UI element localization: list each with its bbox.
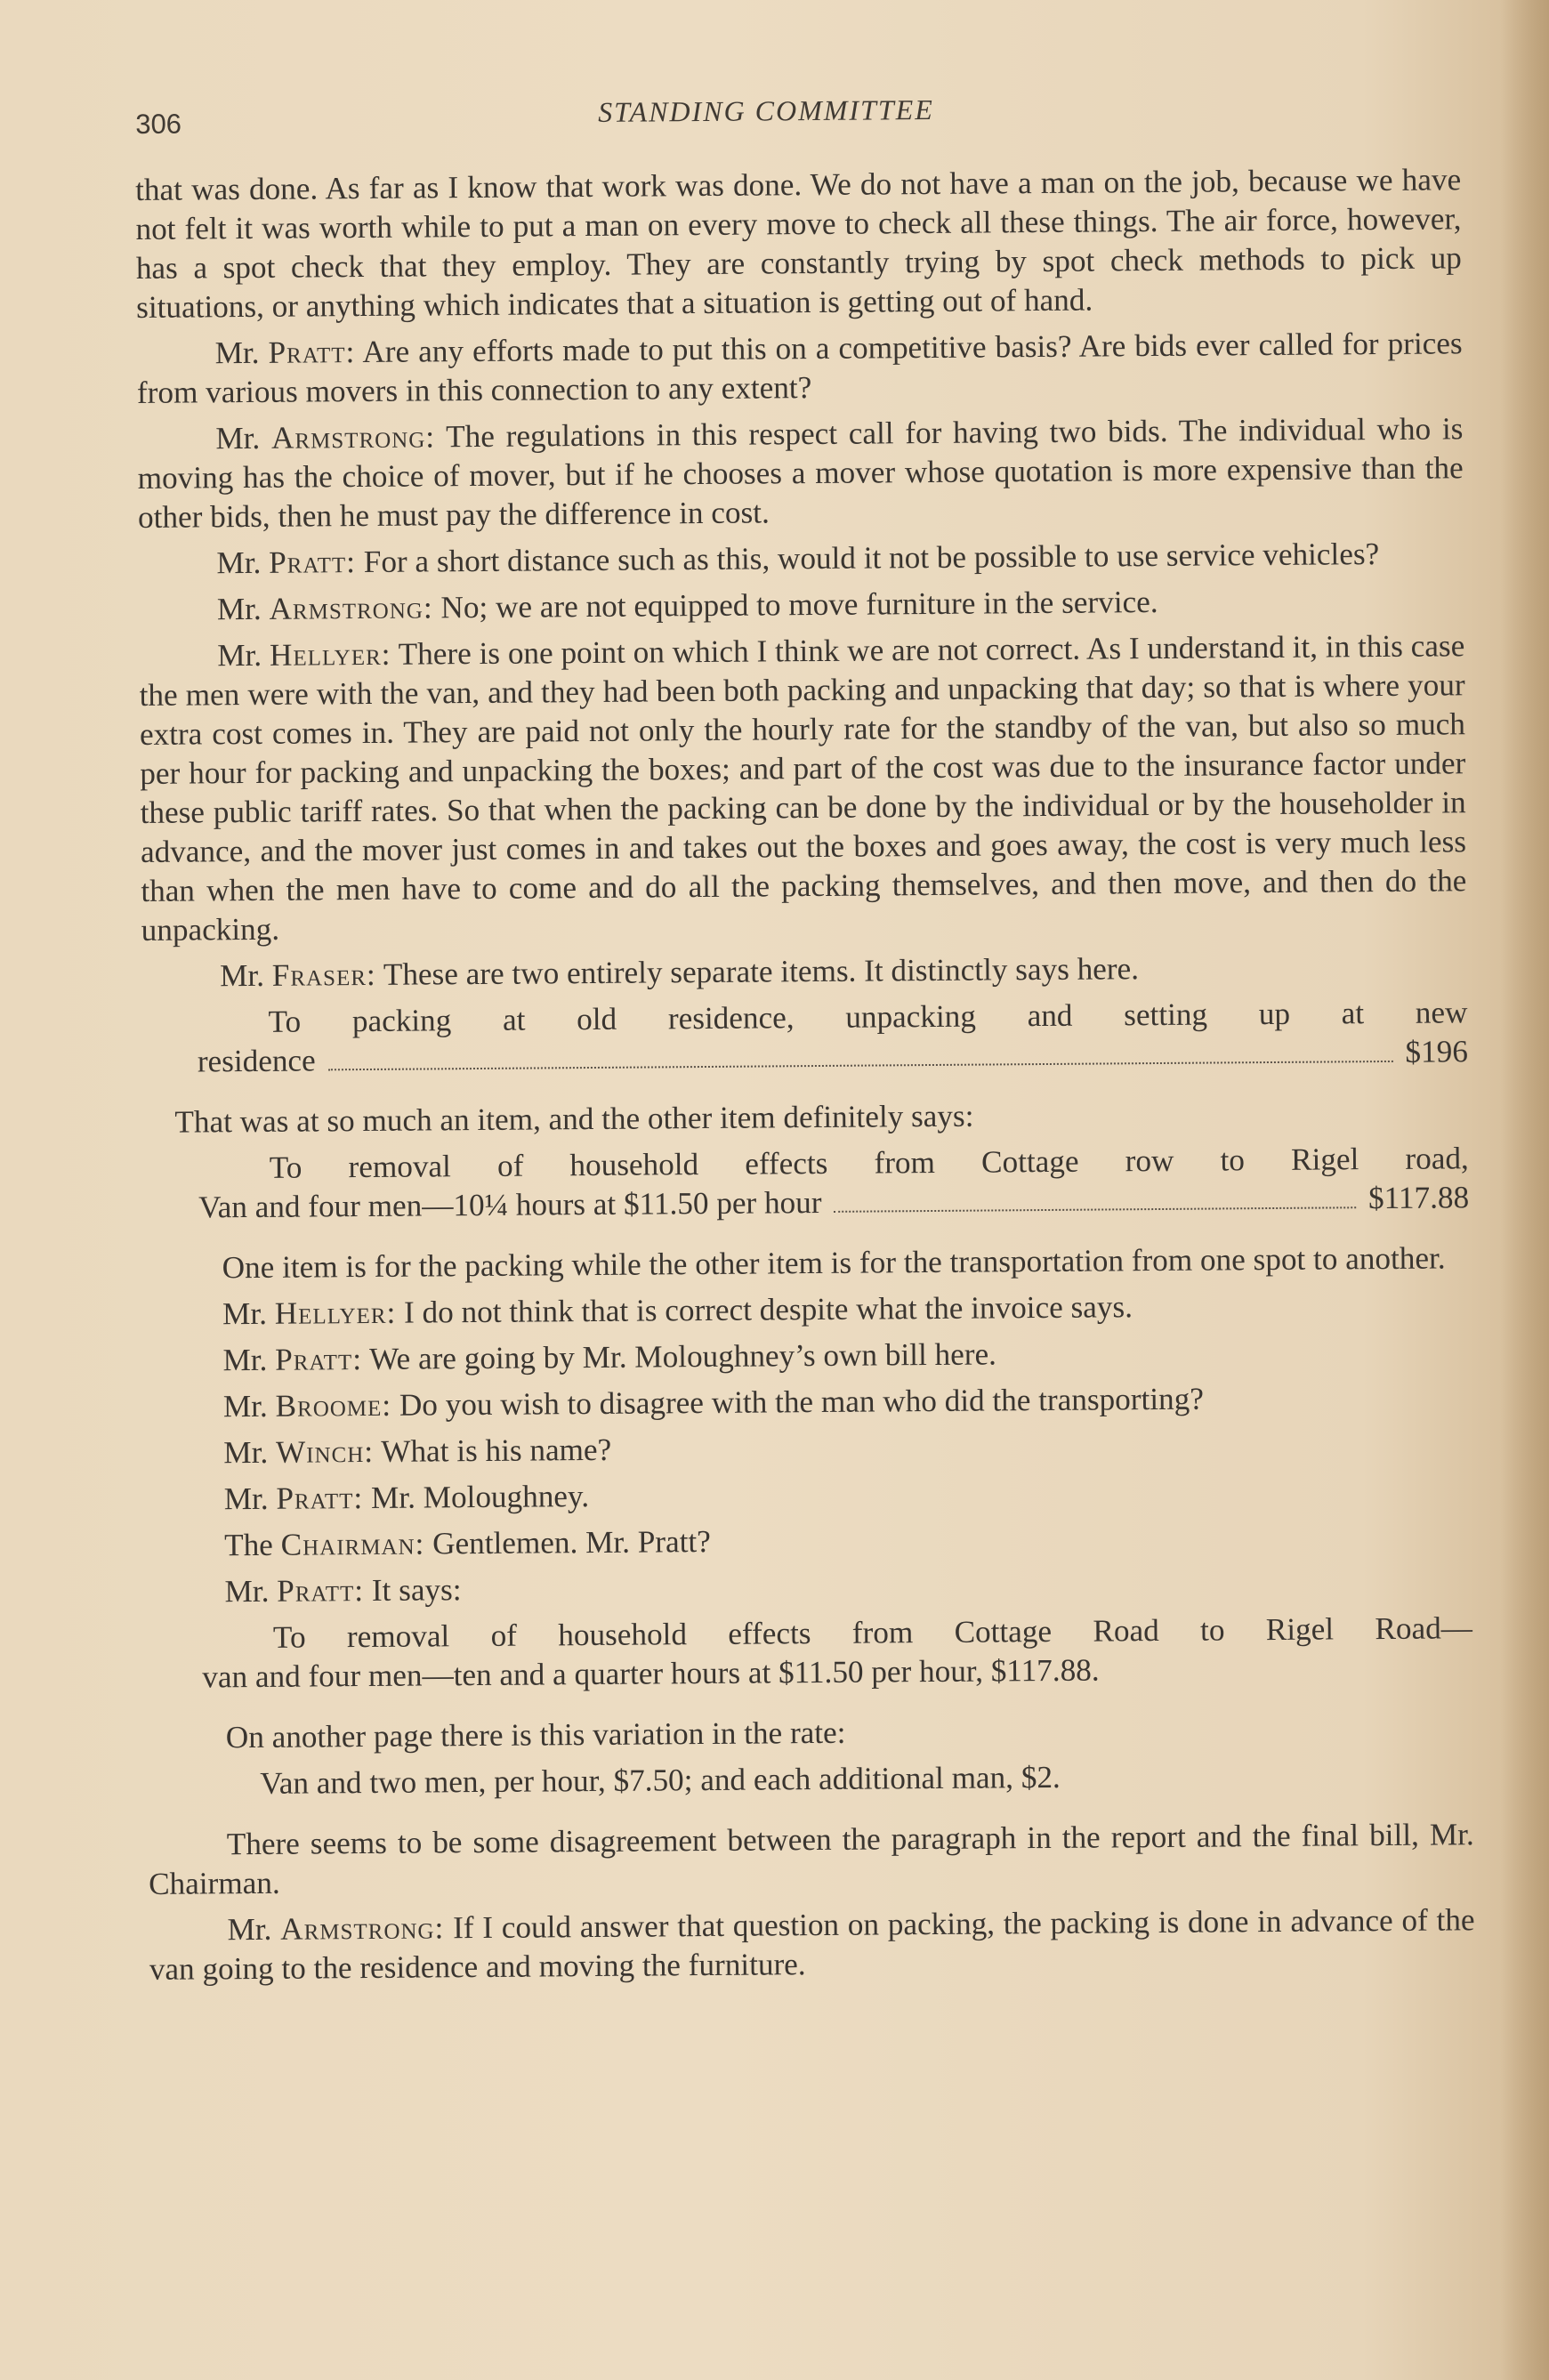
speaker-prefix: Mr. [222, 1388, 268, 1424]
invoice-quote-bill [147, 1609, 1473, 1698]
speaker-prefix: Mr. [227, 1911, 272, 1948]
speaker-prefix: Mr. [223, 1480, 269, 1517]
speaker-prefix: Mr. [219, 957, 265, 994]
speech-text: If I could answer that question on packing, the packing is done in advance of the van going to the residence and moving the furniture. [149, 1902, 1475, 1987]
paragraph: One item is for the packing while the other item is for the transportation from one spot to another. [222, 1240, 1446, 1286]
speaker-prefix: Mr. [216, 545, 262, 581]
speaker-name: Pratt: [276, 1480, 364, 1516]
paragraph: There seems to be some disagreement between the paragraph in the report and the final bill, Mr. Chairman. [148, 1817, 1474, 1901]
speaker-prefix: Mr. [217, 637, 262, 674]
speaker-prefix: Mr. [224, 1573, 270, 1610]
speech-paragraph [149, 1900, 1475, 1989]
speech-paragraph [145, 1377, 1471, 1427]
speech-text: Are any efforts made to put this on a competitive basis? Are bids ever called for prices from various movers in this connection to any extent? [136, 326, 1463, 410]
speech-text: There is one point on which I think we are not correct. As I understand it, in this case the men were with the van, and they had been both packing and unpacking that day; so that is where your extra cost comes in. They are paid not only the hourly rate for the standby of the van, but also so much per hour for packing and unpacking the boxes; and part of the cost was due to the insurance factor under these public tariff rates. So that when the packing can be done by the individual or by the householder in advance, and the mover just comes in and takes out the boxes and goes away, the cost is very much less than when the men have to come and do all the packing themselves, and then move, and then do the unpacking. [139, 628, 1467, 948]
speech-paragraph [139, 626, 1467, 950]
speaker-prefix: Mr. [223, 1434, 269, 1471]
speech-paragraph [138, 534, 1464, 584]
speech-paragraph [144, 1331, 1470, 1381]
page-body [135, 160, 1475, 1997]
speech-text: We are going by Mr. Moloughney’s own bill here. [369, 1336, 997, 1376]
rate-quote [148, 1755, 1473, 1804]
running-head: STANDING COMMITTEE [598, 93, 934, 128]
speech-text: No; we are not equipped to move furniture in the service. [440, 584, 1158, 625]
quote-line: Van and four men—10¼ hours at $11.50 per hour [198, 1184, 822, 1225]
speech-text: Mr. Moloughney. [370, 1479, 590, 1515]
speech-paragraph [144, 1285, 1470, 1335]
invoice-quote-removal [143, 1139, 1470, 1228]
speaker-name: Broome: [275, 1387, 392, 1424]
speech-text: Gentlemen. Mr. Pratt? [432, 1523, 711, 1561]
paragraph: That was at so much an item, and the other item definitely says: [174, 1098, 974, 1140]
quote-line: van and four men—ten and a quarter hours at $11.50 per hour, $117.88. [202, 1652, 1100, 1695]
speech-paragraph [145, 1424, 1471, 1473]
speaker-name: Chairman: [280, 1526, 425, 1562]
dot-leader [835, 1206, 1357, 1213]
speaker-name: Hellyer: [274, 1295, 397, 1331]
speaker-name: Pratt: [268, 545, 357, 580]
speaker-prefix: The [223, 1527, 274, 1563]
speaker-name: Armstrong: [270, 419, 436, 456]
speech-paragraph [137, 409, 1464, 537]
speaker-name: Winch: [275, 1433, 375, 1470]
speech-text: What is his name? [381, 1432, 612, 1469]
quote-amount: $117.88 [1367, 1180, 1470, 1216]
speech-paragraph [146, 1562, 1472, 1612]
speech-paragraph [141, 947, 1467, 996]
quote-line: To packing at old residence, unpacking and setting up at new [268, 995, 1468, 1039]
speech-text: Do you wish to disagree with the man who did the transporting? [399, 1381, 1204, 1423]
speaker-name: Pratt: [275, 1342, 363, 1377]
page-number: 306 [135, 108, 182, 140]
speech-paragraph [139, 580, 1464, 630]
speech-text: It says: [371, 1572, 462, 1608]
speaker-name: Armstrong: [280, 1910, 445, 1947]
quote-line: To removal of household effects from Cottage row to Rigel road, [269, 1141, 1469, 1185]
speaker-prefix: Mr. [215, 420, 261, 456]
quote-line: To removal of household effects from Cottage Road to Rigel Road— [272, 1610, 1473, 1655]
speech-text: The regulations in this respect call for having two bids. The individual who is moving has the choice of mover, but if he chooses a mover whose quotation is more expensive than the other bids, then he must pay the difference in cost. [137, 411, 1464, 535]
speaker-name: Fraser: [271, 956, 376, 993]
speaker-prefix: Mr. [222, 1295, 268, 1332]
speaker-prefix: Mr. [214, 335, 260, 371]
quote-amount: $196 [1405, 1034, 1468, 1069]
page-header [135, 85, 1470, 149]
speech-paragraph [136, 324, 1463, 413]
speaker-prefix: Mr. [216, 591, 262, 627]
quote-line: residence [197, 1043, 316, 1079]
dot-leader [328, 1060, 1393, 1070]
speech-text: For a short distance such as this, would it not be possible to use service vehicles? [363, 537, 1380, 579]
speaker-name: Hellyer: [269, 636, 391, 673]
speech-text: I do not think that is correct despite what the invoice says. [403, 1289, 1134, 1330]
speech-paragraph [146, 1516, 1472, 1566]
speaker-name: Pratt: [268, 335, 356, 370]
speaker-name: Pratt: [277, 1573, 365, 1609]
speaker-name: Armstrong: [269, 590, 433, 626]
speech-paragraph [146, 1470, 1472, 1520]
speech-text: These are two entirely separate items. It distinctly says here. [383, 951, 1140, 992]
speaker-prefix: Mr. [222, 1342, 268, 1378]
invoice-quote-packing [141, 993, 1468, 1082]
page-edge-shadow [1500, 0, 1549, 2380]
paragraph-continuation: that was done. As far as I know that work was done. We do not have a man on the job, because we have not felt it was worth while to put a man on every move to check all these things. The air force, however, has a spot check that they employ. They are constantly trying by spot check methods to pick up situations, or anything which indicates that a situation is getting out of hand. [135, 162, 1462, 325]
paragraph: On another page there is this variation in the rate: [225, 1714, 846, 1755]
quote-line: Van and two men, per hour, $7.50; and each additional man, $2. [260, 1759, 1061, 1801]
